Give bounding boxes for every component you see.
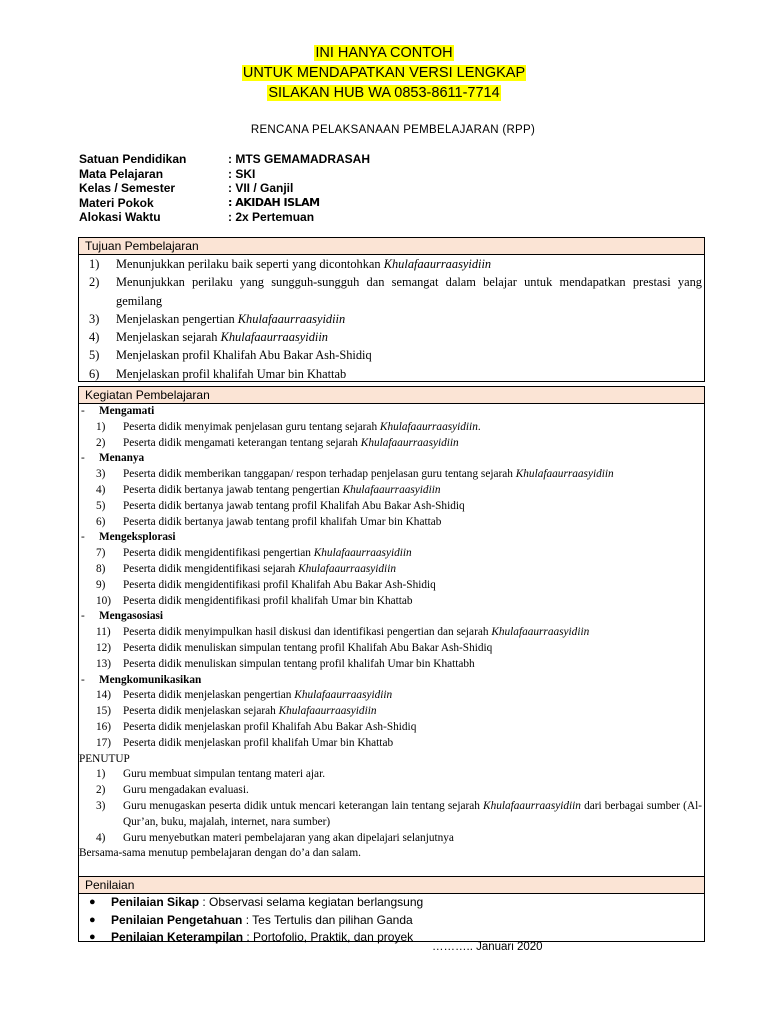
item-text xyxy=(123,595,413,607)
item-text-main: Peserta didik menuliskan simpulan tentang profil khalifah Umar bin Khattabh xyxy=(123,657,475,670)
tujuan-list xyxy=(79,255,704,383)
item-text xyxy=(123,721,416,733)
item-number: 13) xyxy=(96,657,112,670)
item-number: 1) xyxy=(96,420,106,433)
item-text-italic: Khulafaaurraasyidiin xyxy=(294,689,393,702)
item-text xyxy=(123,579,436,591)
identity-value: : AKIDAH ISLAM xyxy=(228,195,320,209)
item-text-main: Guru menugaskan peserta didik untuk mencari keterangan lain tentang sejarah xyxy=(123,799,484,812)
list-item xyxy=(89,255,702,273)
kegiatan-section xyxy=(78,386,705,878)
list-item xyxy=(89,328,702,346)
phase-title: Mengkomunikasikan xyxy=(99,673,202,686)
item-text xyxy=(123,468,614,480)
item-text xyxy=(123,689,392,701)
item-text xyxy=(123,784,249,796)
phase-title: Mengamati xyxy=(99,405,155,417)
list-item xyxy=(79,799,704,831)
item-text-main: Peserta didik menyimak penjelasan guru tentang sejarah xyxy=(123,420,380,433)
item-text xyxy=(123,563,396,575)
item-text-main: Peserta didik bertanya jawab tentang profil khalifah Umar bin Khattab xyxy=(123,515,442,528)
item-text-main: Peserta didik mengidentifikasi pengertian xyxy=(123,547,314,560)
item-text-italic: Khulafaaurraasyidiin xyxy=(483,799,581,812)
item-number: 2) xyxy=(96,784,106,797)
list-item xyxy=(79,499,704,515)
list-item xyxy=(79,467,704,483)
identity-value: : SKI xyxy=(228,166,256,181)
identity-label: Mata Pelajaran xyxy=(79,166,164,181)
item-text xyxy=(123,500,465,512)
list-item xyxy=(79,594,704,610)
list-item xyxy=(79,578,704,594)
closing-line: Bersama-sama menutup pembelajaran dengan do’a dan salam. xyxy=(79,847,361,860)
item-number: 14) xyxy=(96,689,112,702)
item-text-main: Peserta didik bertanya jawab tentang pengertian xyxy=(123,483,343,496)
item-text-after: dari berbagai sumber (Al-Qur’an, buku, majalah, internet, nara sumber) xyxy=(123,799,702,828)
item-text-main: Peserta didik memberikan tanggapan/ respon terhadap penjelasan guru tentang sejarah xyxy=(123,468,516,481)
list-item xyxy=(79,831,704,847)
penilaian-value: : Observasi selama kegiatan berlangsung xyxy=(199,895,424,909)
item-text-after: . xyxy=(477,420,481,433)
item-number: 1) xyxy=(89,257,100,271)
penilaian-item xyxy=(79,894,704,912)
penilaian-label: Penilaian Keterampilan xyxy=(111,930,244,944)
item-number: 7) xyxy=(96,547,106,560)
item-text-italic: Khulafaaurraasyidiin xyxy=(342,483,441,496)
phase-title: Mengasosiasi xyxy=(99,610,164,623)
item-text-main: Peserta didik menjelaskan profil khalifah Umar bin Khattab xyxy=(123,736,394,749)
list-item xyxy=(89,310,702,328)
item-text-main: Peserta didik menuliskan simpulan tentang profil Khalifah Abu Bakar Ash-Shidiq xyxy=(123,641,493,654)
list-item xyxy=(89,365,702,383)
item-number: 11) xyxy=(96,626,111,639)
notice-line-2: UNTUK MENDAPATKAN VERSI LENGKAP xyxy=(242,65,526,81)
item-number: 2) xyxy=(89,275,100,290)
item-text xyxy=(116,365,702,383)
item-text xyxy=(123,516,441,528)
item-number: 3) xyxy=(96,799,106,812)
item-text xyxy=(123,547,412,559)
item-number: 6) xyxy=(89,366,100,381)
item-number: 3) xyxy=(96,468,106,481)
item-text-main: Peserta didik mengidentifikasi profil Khalifah Abu Bakar Ash-Shidiq xyxy=(123,578,436,591)
item-text-main: Peserta didik mengidentifikasi profil khalifah Umar bin Khattab xyxy=(123,594,413,607)
phase-dash: - xyxy=(81,673,85,686)
item-text-italic: Khulafaaurraasyidiin xyxy=(360,436,459,449)
item-text-main: Peserta didik menjelaskan pengertian xyxy=(123,689,295,702)
item-number: 4) xyxy=(89,330,100,345)
list-item xyxy=(79,704,704,720)
item-text xyxy=(123,437,459,449)
contact-notice xyxy=(0,43,768,103)
bullet-icon: ● xyxy=(89,931,96,943)
list-item xyxy=(79,767,704,783)
item-text xyxy=(116,273,702,310)
phase-heading xyxy=(79,530,704,546)
item-text-main: Peserta didik menyimpulkan hasil diskusi dan identifikasi pengertian dan sejarah xyxy=(123,626,492,639)
item-number: 9) xyxy=(96,578,106,591)
phase-title: Mengeksplorasi xyxy=(99,531,176,544)
item-text xyxy=(123,642,492,654)
penilaian-item xyxy=(79,912,704,930)
item-text-italic: Khulafaaurraasyidiin xyxy=(491,626,590,639)
penutup-title: PENUTUP xyxy=(79,752,130,765)
penilaian-label: Penilaian Pengetahuan xyxy=(111,912,243,927)
item-number: 15) xyxy=(96,705,112,718)
item-text-main: Peserta didik mengamati keterangan tentang sejarah xyxy=(123,436,361,449)
item-text-italic: Khulafaaurraasyidiin xyxy=(237,311,346,326)
penilaian-label: Penilaian Sikap xyxy=(111,895,200,909)
list-item xyxy=(79,720,704,736)
item-text xyxy=(123,737,393,749)
item-text xyxy=(123,705,377,717)
identity-value: : 2x Pertemuan xyxy=(228,210,315,225)
phase-heading xyxy=(79,673,704,689)
item-text-main: Guru mengadakan evaluasi. xyxy=(123,784,249,797)
item-text-italic: Khulafaaurraasyidiin xyxy=(313,547,412,560)
kegiatan-list xyxy=(79,404,704,862)
item-text xyxy=(123,768,325,780)
item-text-main: Menjelaskan sejarah xyxy=(116,330,221,345)
notice-line-1: INI HANYA CONTOH xyxy=(315,45,453,61)
penilaian-list xyxy=(79,894,704,947)
document-date: ……….. Januari 2020 xyxy=(432,941,543,953)
list-item xyxy=(89,346,702,364)
tujuan-section xyxy=(78,237,705,382)
tujuan-header: Tujuan Pembelajaran xyxy=(79,238,704,255)
document-title: RENCANA PELAKSANAAN PEMBELAJARAN (RPP) xyxy=(250,124,536,136)
list-item xyxy=(89,273,702,310)
list-item xyxy=(79,420,704,436)
item-text xyxy=(116,310,702,328)
phase-dash: - xyxy=(81,531,85,544)
item-text-main: Peserta didik menjelaskan sejarah xyxy=(123,705,279,718)
item-number: 2) xyxy=(96,436,106,449)
item-number: 10) xyxy=(96,594,112,607)
item-number: 5) xyxy=(96,499,106,512)
item-text-main: Guru membuat simpulan tentang materi ajar. xyxy=(123,768,326,781)
item-number: 4) xyxy=(96,483,106,496)
identity-label: Alokasi Waktu xyxy=(79,210,161,225)
penilaian-item xyxy=(79,929,704,947)
identity-label: Satuan Pendidikan xyxy=(79,152,187,166)
list-item xyxy=(79,657,704,673)
item-number: 17) xyxy=(96,736,112,749)
phase-dash: - xyxy=(81,610,85,623)
item-text-italic: Khulafaaurraasyidiin xyxy=(220,330,328,345)
item-number: 4) xyxy=(96,831,106,844)
bullet-icon: ● xyxy=(89,913,96,926)
penilaian-section xyxy=(78,876,705,942)
item-text-main: Guru menyebutkan materi pembelajaran yang akan dipelajari selanjutnya xyxy=(123,831,454,844)
item-number: 5) xyxy=(89,348,100,363)
notice-line-3: SILAKAN HUB WA 0853-8611-7714 xyxy=(268,85,500,101)
item-text-main: Peserta didik bertanya jawab tentang profil Khalifah Abu Bakar Ash-Shidiq xyxy=(123,499,465,512)
item-text-italic: Khulafaaurraasyidiin xyxy=(515,468,614,481)
item-number: 16) xyxy=(96,720,112,733)
identity-label: Kelas / Semester xyxy=(79,181,176,196)
item-text-main: Menjelaskan pengertian xyxy=(116,311,238,326)
phase-heading xyxy=(79,609,704,625)
identity-label: Materi Pokok xyxy=(79,195,154,210)
list-item xyxy=(79,641,704,657)
item-text xyxy=(123,626,589,638)
item-number: 8) xyxy=(96,562,106,575)
item-number: 6) xyxy=(96,515,106,528)
item-text xyxy=(123,800,702,828)
penilaian-header: Penilaian xyxy=(79,877,704,894)
item-number: 1) xyxy=(96,768,106,781)
item-number: 3) xyxy=(89,311,100,326)
item-text-main: Peserta didik mengidentifikasi sejarah xyxy=(123,562,299,575)
item-text-main: Menunjukkan perilaku baik seperti yang dicontohkan xyxy=(116,257,384,271)
item-text xyxy=(116,255,702,273)
phase-heading xyxy=(79,451,704,467)
list-item xyxy=(79,783,704,799)
item-text-italic: Khulafaaurraasyidiin xyxy=(298,562,396,575)
phase-dash: - xyxy=(81,452,85,465)
list-item xyxy=(79,736,704,752)
item-text-main: Menunjukkan perilaku yang sungguh-sungguh dan semangat dalam belajar untuk mendapatkan prestasi yang gemilang xyxy=(116,275,702,308)
list-item xyxy=(79,625,704,641)
item-text-italic: Khulafaaurraasyidiin xyxy=(383,257,492,271)
item-text xyxy=(116,346,702,364)
item-text xyxy=(123,484,441,496)
item-text xyxy=(116,328,702,346)
phase-heading xyxy=(79,404,704,420)
item-text-italic: Khulafaaurraasyidiin xyxy=(379,420,478,433)
item-text xyxy=(123,658,475,670)
phase-title: Menanya xyxy=(99,452,145,465)
list-item xyxy=(79,546,704,562)
item-text xyxy=(123,421,481,433)
item-text-italic: Khulafaaurraasyidiin xyxy=(278,705,377,718)
list-item xyxy=(79,562,704,578)
list-item xyxy=(79,688,704,704)
item-text-main: Menjelaskan profil khalifah Umar bin Khattab xyxy=(116,366,347,381)
penilaian-value: : Portofolio, Praktik, dan proyek xyxy=(243,930,414,944)
list-item xyxy=(79,436,704,452)
item-text-main: Peserta didik menjelaskan profil Khalifah Abu Bakar Ash-Shidiq xyxy=(123,720,417,733)
penilaian-value: : Tes Tertulis dan pilihan Ganda xyxy=(242,912,413,927)
item-text-main: Menjelaskan profil Khalifah Abu Bakar Ash-Shidiq xyxy=(116,348,372,363)
list-item xyxy=(79,483,704,499)
identity-value: : VII / Ganjil xyxy=(228,181,294,196)
item-text xyxy=(123,832,454,844)
list-item xyxy=(79,515,704,531)
bullet-icon: ● xyxy=(89,896,96,908)
phase-dash: - xyxy=(81,405,85,417)
identity-value: : MTS GEMAMADRASAH xyxy=(228,152,370,166)
item-number: 12) xyxy=(96,641,112,654)
kegiatan-header: Kegiatan Pembelajaran xyxy=(79,387,704,404)
